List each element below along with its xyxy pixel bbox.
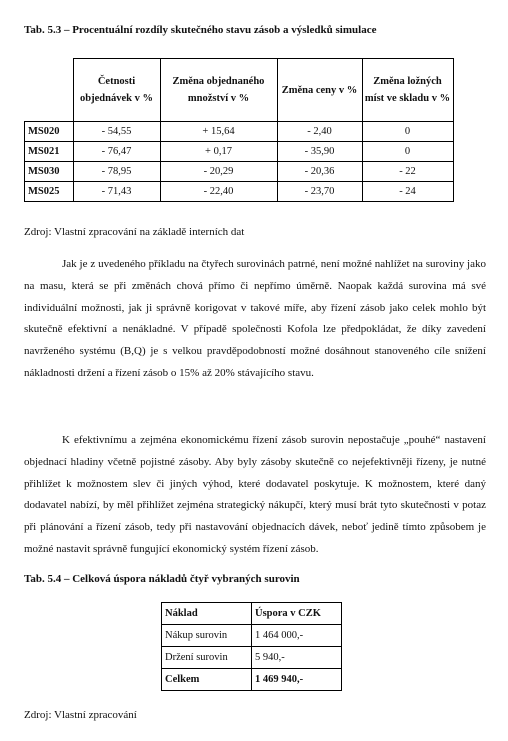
- table-cell: - 22,40: [160, 182, 277, 202]
- table2-header-row: [162, 603, 342, 625]
- table-cell: - 35,90: [277, 142, 362, 162]
- table-row: [25, 122, 454, 142]
- table-cell: + 15,64: [160, 122, 277, 142]
- table-cell: 5 940,-: [252, 647, 342, 669]
- table1: [24, 58, 454, 202]
- table-row: [25, 182, 454, 202]
- table2-caption-title: – Celková úspora nákladů čtyř vybraných surovin: [61, 573, 300, 585]
- table2-caption-label: Tab. 5.4: [24, 573, 62, 585]
- table-row: [25, 162, 454, 182]
- table-cell: - 20,36: [277, 162, 362, 182]
- table1-header-row: [25, 59, 454, 122]
- row-label: Celkem: [162, 669, 252, 691]
- table1-caption-title: – Procentuální rozdíly skutečného stavu zásob a výsledků simulace: [61, 24, 377, 36]
- table-cell: - 24: [362, 182, 453, 202]
- row-label: Držení surovin: [162, 647, 252, 669]
- row-label: MS030: [25, 162, 74, 182]
- table-cell: 1 464 000,-: [252, 625, 342, 647]
- table-cell: - 22: [362, 162, 453, 182]
- table-row: [25, 142, 454, 162]
- table-cell: - 76,47: [73, 142, 160, 162]
- table-cell: 0: [362, 142, 453, 162]
- table-cell: - 54,55: [73, 122, 160, 142]
- paragraph: Jak je z uvedeného příkladu na čtyřech surovinách patrné, není možné nahlížet na suroviny jako na masu, která se při změnách chová přímo či nepřímo úměrně. Naopak každá surovina má své individuální možnosti, jak ji správně korigovat v takové míře, aby řízení zásob jako celek mohlo být skutečně efektivní a nenákladné. V případě společnosti Kofola lze předpokládat, že díky zavedení navrženého systému (B,Q) je s velkou pravděpodobností možné dosáhnout stanoveného cíle snížení nákladnosti držení a řízení zásob o 15% až 20% stávajícího stavu.: [24, 258, 486, 379]
- row-label: MS021: [25, 142, 74, 162]
- row-label: MS020: [25, 122, 74, 142]
- row-label: MS025: [25, 182, 74, 202]
- table-cell: - 2,40: [277, 122, 362, 142]
- table1-caption-label: Tab. 5.3: [24, 24, 62, 36]
- table1-header-cell: Změna objednaného množství v %: [160, 59, 277, 122]
- table-cell: + 0,17: [160, 142, 277, 162]
- table-row: [162, 647, 342, 669]
- table1-header-cell: Změna ložných míst ve skladu v %: [362, 59, 453, 122]
- table-cell: - 71,43: [73, 182, 160, 202]
- table-cell: - 20,29: [160, 162, 277, 182]
- table-row: [162, 669, 342, 691]
- row-label: Nákup surovin: [162, 625, 252, 647]
- table2: [161, 602, 342, 691]
- table-row: [162, 625, 342, 647]
- table-cell: 1 469 940,-: [252, 669, 342, 691]
- table1-source: Zdroj: Vlastní zpracování na základě interních dat: [24, 226, 245, 238]
- table2-header-cell: Úspora v CZK: [252, 603, 342, 625]
- table1-header-cell: Změna ceny v %: [277, 59, 362, 122]
- table2-header-cell: Náklad: [162, 603, 252, 625]
- table1-caption: [24, 24, 376, 36]
- table2-source: Zdroj: Vlastní zpracování: [24, 709, 137, 721]
- table1-corner-cell: [25, 59, 74, 122]
- table-cell: - 78,95: [73, 162, 160, 182]
- paragraph: K efektivnímu a zejména ekonomickému řízení zásob surovin nepostačuje „pouhé“ nastavení objednací hladiny včetně pojistné zásoby. Aby byly zásoby skutečně co nejefektivněji řízeny, je nutné přihlížet k možnostem slev či jiných výhod, které dodavatel poskytuje. K možnostem, které daný dodavatel nabízí, by měl přihlížet zejména strategický nákupčí, který musí brát tyto skutečnosti v potaz při plánování a řízení zásob, tedy při nastavování objednacích dávek, neboť jedině tímto způsobem je možné nastavit správně fungující ekonomický systém řízení zásob.: [24, 434, 486, 555]
- table-cell: 0: [362, 122, 453, 142]
- table-cell: - 23,70: [277, 182, 362, 202]
- table2-caption: [24, 573, 300, 585]
- table1-header-cell: Četnosti objednávek v %: [73, 59, 160, 122]
